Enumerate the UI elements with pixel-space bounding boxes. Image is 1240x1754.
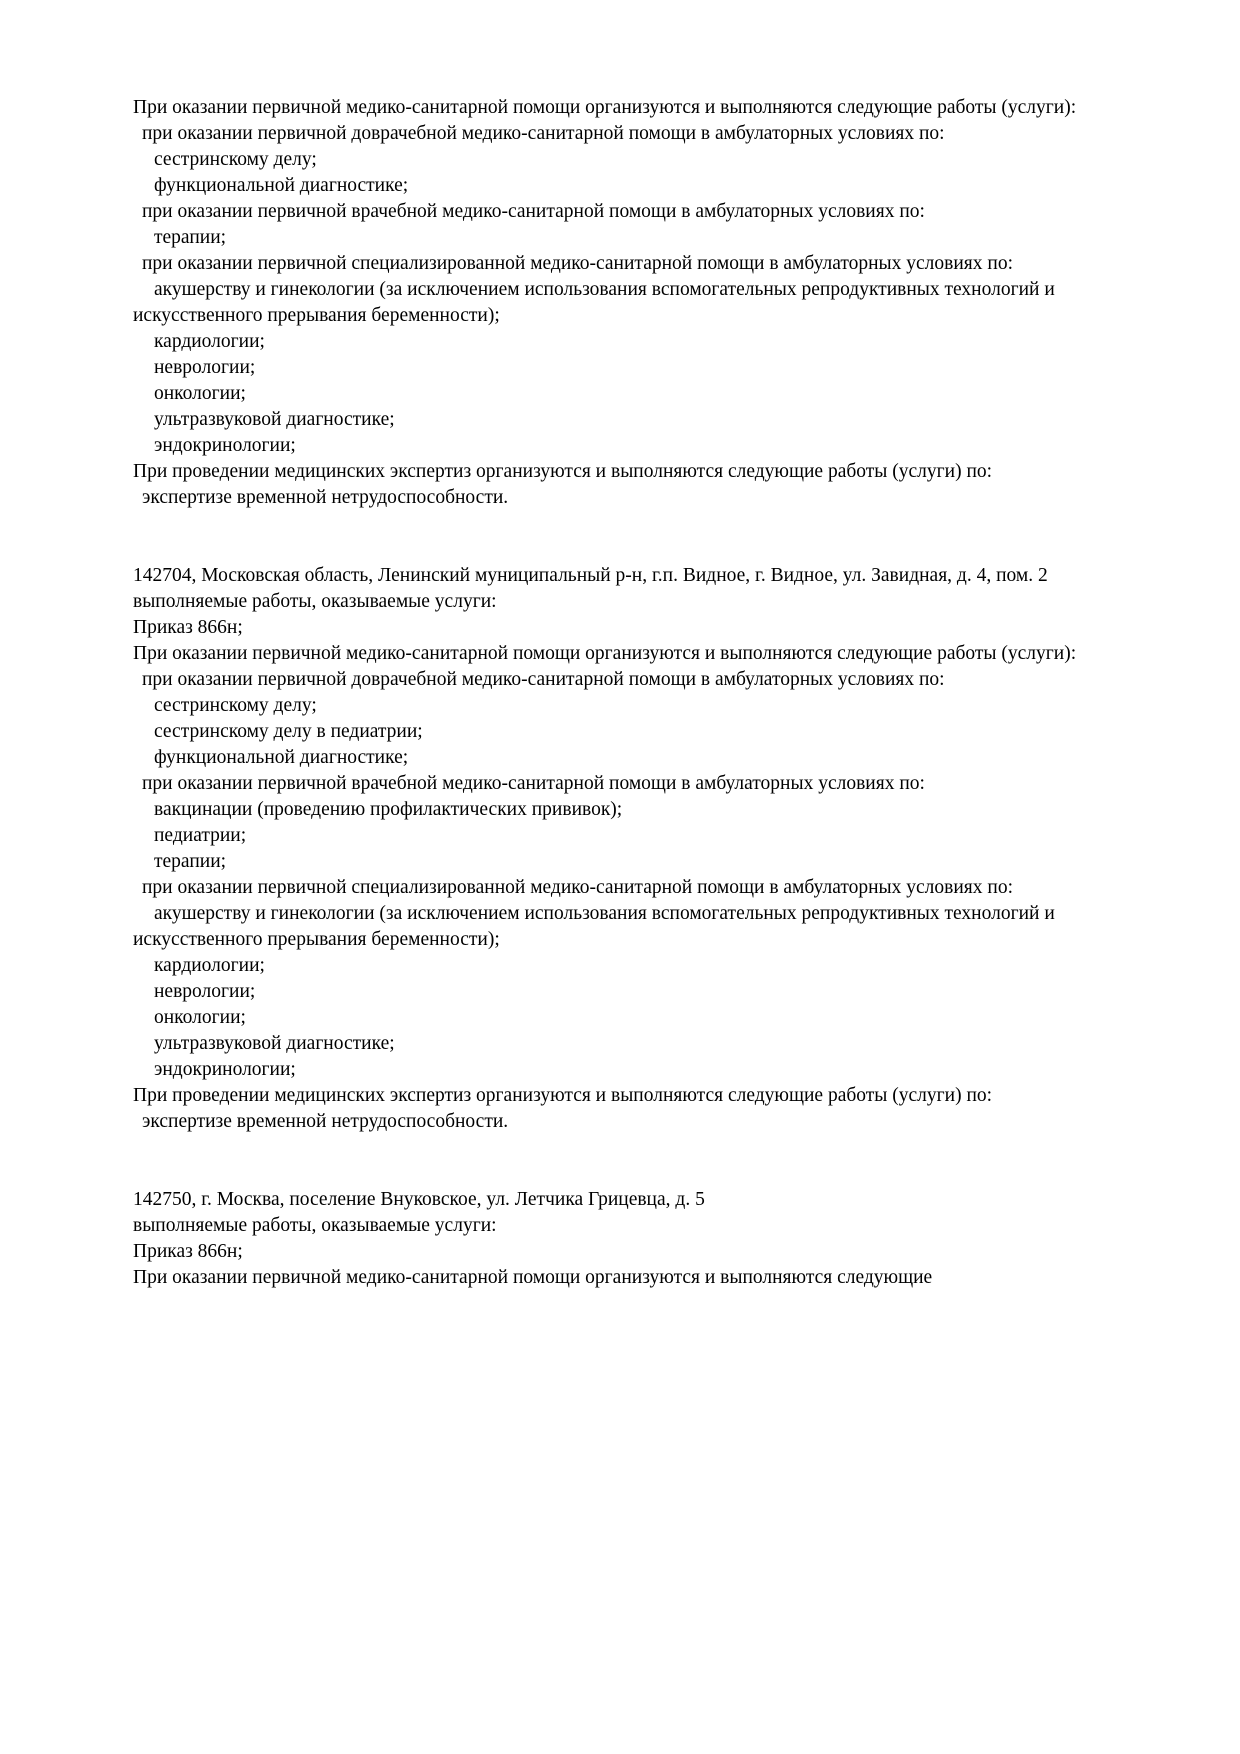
text-line: 142704, Московская область, Ленинский муниципальный р-н, г.п. Видное, г. Видное, ул. Завидная, д. 4, пом. 2 [133, 565, 1048, 586]
text-line: Приказ 866н; [133, 1241, 243, 1262]
text-line: онкологии; [154, 1007, 246, 1028]
text-line: при оказании первичной доврачебной медико-санитарной помощи в амбулаторных условиях по: [142, 669, 945, 690]
text-line: Приказ 866н; [133, 617, 243, 638]
text-line: функциональной диагностике; [154, 747, 409, 768]
text-line: кардиологии; [154, 955, 265, 976]
text-line: ультразвуковой диагностике; [154, 1033, 395, 1054]
text-line: При оказании первичной медико-санитарной помощи организуются и выполняются следующие [133, 1267, 933, 1288]
text-line: выполняемые работы, оказываемые услуги: [133, 1215, 497, 1236]
text-line: сестринскому делу; [154, 695, 317, 716]
text-line: при оказании первичной врачебной медико-санитарной помощи в амбулаторных условиях по: [142, 201, 925, 222]
text-line: акушерству и гинекологии (за исключением использования вспомогательных репродуктивных технологий и искусственного прерывания беременности); [133, 903, 1055, 950]
text-line: эндокринологии; [154, 1059, 296, 1080]
text-line: экспертизе временной нетрудоспособности. [142, 1111, 509, 1132]
text-line: выполняемые работы, оказываемые услуги: [133, 591, 497, 612]
text-line: При оказании первичной медико-санитарной помощи организуются и выполняются следующие работы (услуги): [133, 643, 1077, 664]
text-line: вакцинации (проведению профилактических прививок); [154, 799, 623, 820]
text-line: при оказании первичной доврачебной медико-санитарной помощи в амбулаторных условиях по: [142, 123, 945, 144]
text-line: функциональной диагностике; [154, 175, 409, 196]
text-line: акушерству и гинекологии (за исключением использования вспомогательных репродуктивных технологий и искусственного прерывания беременности); [133, 279, 1055, 326]
text-line: при оказании первичной специализированной медико-санитарной помощи в амбулаторных условиях по: [142, 253, 1014, 274]
text-line: При проведении медицинских экспертиз организуются и выполняются следующие работы (услуги) по: [133, 1085, 993, 1106]
text-line: неврологии; [154, 357, 256, 378]
text-line: При проведении медицинских экспертиз организуются и выполняются следующие работы (услуги) по: [133, 461, 993, 482]
text-line: при оказании первичной врачебной медико-санитарной помощи в амбулаторных условиях по: [142, 773, 925, 794]
text-line: 142750, г. Москва, поселение Внуковское, ул. Летчика Грицевца, д. 5 [133, 1189, 705, 1210]
text-line: онкологии; [154, 383, 246, 404]
text-line: экспертизе временной нетрудоспособности. [142, 487, 509, 508]
text-line: при оказании первичной специализированной медико-санитарной помощи в амбулаторных условиях по: [142, 877, 1014, 898]
text-line: неврологии; [154, 981, 256, 1002]
text-line: терапии; [154, 227, 227, 248]
text-line: сестринскому делу в педиатрии; [154, 721, 423, 742]
text-line: кардиологии; [154, 331, 265, 352]
text-line: ультразвуковой диагностике; [154, 409, 395, 430]
text-line: терапии; [154, 851, 227, 872]
text-line: эндокринологии; [154, 435, 296, 456]
text-line: педиатрии; [154, 825, 247, 846]
text-line: При оказании первичной медико-санитарной помощи организуются и выполняются следующие работы (услуги): [133, 97, 1077, 118]
text-line: сестринскому делу; [154, 149, 317, 170]
